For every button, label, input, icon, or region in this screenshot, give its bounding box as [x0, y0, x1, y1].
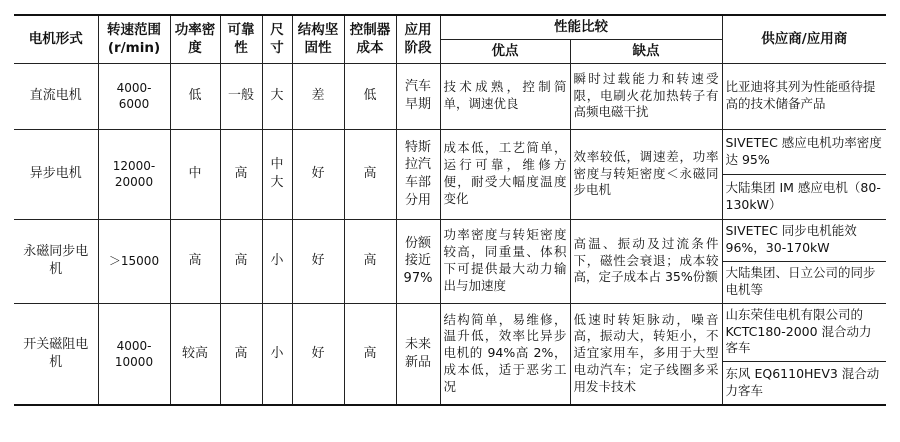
power-density: 较高 — [170, 303, 220, 405]
size: 小 — [262, 219, 292, 303]
supplier: SIVETEC 感应电机功率密度达 95% — [722, 129, 886, 174]
table-row — [14, 219, 886, 261]
header-reliability: 可靠性 — [220, 15, 262, 63]
reliability: 高 — [220, 303, 262, 405]
header-performance: 性能比较 — [440, 15, 722, 39]
speed-range: 4000-6000 — [98, 63, 170, 129]
supplier: 比亚迪将其列为性能亟待提高的技术储备产品 — [722, 63, 886, 129]
motor-type: 开关磁阻电机 — [14, 303, 98, 405]
power-density: 中 — [170, 129, 220, 219]
motor-type: 直流电机 — [14, 63, 98, 129]
header-stage: 应用阶段 — [396, 15, 440, 63]
controller-cost: 高 — [344, 219, 396, 303]
header-size: 尺寸 — [262, 15, 292, 63]
pros: 结构简单，易维修，温升低，效率比异步电机的 94%高 2%，成本低，适于恶劣工况 — [440, 303, 570, 405]
header-pros: 优点 — [440, 39, 570, 63]
application-stage: 未来新品 — [396, 303, 440, 405]
application-stage: 特斯拉汽车部分用 — [396, 129, 440, 219]
header-controller-cost: 控制器成本 — [344, 15, 396, 63]
header-speed: 转速范围 (r/min) — [98, 15, 170, 63]
controller-cost: 低 — [344, 63, 396, 129]
supplier: SIVETEC 同步电机能效 96%，30-170kW — [722, 219, 886, 261]
header-robustness: 结构坚固性 — [292, 15, 344, 63]
application-stage: 份额接近 97% — [396, 219, 440, 303]
header-suppliers: 供应商/应用商 — [722, 15, 886, 63]
motor-type: 永磁同步电机 — [14, 219, 98, 303]
speed-range: 12000-20000 — [98, 129, 170, 219]
power-density: 低 — [170, 63, 220, 129]
supplier: 大陆集团 IM 感应电机（80-130kW） — [722, 174, 886, 219]
application-stage: 汽车早期 — [396, 63, 440, 129]
cons: 效率较低，调速差，功率密度与转矩密度＜永磁同步电机 — [570, 129, 722, 219]
header-power-density: 功率密度 — [170, 15, 220, 63]
power-density: 高 — [170, 219, 220, 303]
reliability: 高 — [220, 219, 262, 303]
supplier: 东风 EQ6110HEV3 混合动力客车 — [722, 361, 886, 405]
header-cons: 缺点 — [570, 39, 722, 63]
robustness: 好 — [292, 303, 344, 405]
size: 小 — [262, 303, 292, 405]
pros: 功率密度与转矩密度较高，同重量、体积下可提供最大动力输出与加速度 — [440, 219, 570, 303]
motor-type: 异步电机 — [14, 129, 98, 219]
pros: 成本低，工艺简单，运行可靠，维修方便，耐受大幅度温度变化 — [440, 129, 570, 219]
speed-range: 4000-10000 — [98, 303, 170, 405]
robustness: 好 — [292, 129, 344, 219]
size: 中大 — [262, 129, 292, 219]
motor-comparison-table — [14, 14, 886, 406]
speed-range: ＞15000 — [98, 219, 170, 303]
cons: 高温、振动及过流条件下，磁性会衰退；成本较高，定子成本占 35%份额 — [570, 219, 722, 303]
reliability: 高 — [220, 129, 262, 219]
size: 大 — [262, 63, 292, 129]
robustness: 好 — [292, 219, 344, 303]
robustness: 差 — [292, 63, 344, 129]
supplier: 山东荣佳电机有限公司的 KCTC180-2000 混合动力客车 — [722, 303, 886, 361]
controller-cost: 高 — [344, 129, 396, 219]
pros: 技术成熟，控制简单，调速优良 — [440, 63, 570, 129]
cons: 低速时转矩脉动，噪音高，振动大，转矩小，不适宜家用车，多用于大型电动汽车；定子线圈多采用发卡技术 — [570, 303, 722, 405]
reliability: 一般 — [220, 63, 262, 129]
supplier: 大陆集团、日立公司的同步电机等 — [722, 261, 886, 303]
controller-cost: 高 — [344, 303, 396, 405]
table-row — [14, 129, 886, 174]
table-row — [14, 63, 886, 129]
table-row — [14, 303, 886, 361]
header-type: 电机形式 — [14, 15, 98, 63]
cons: 瞬时过载能力和转速受限，电刷火花加热转子有高频电磁干扰 — [570, 63, 722, 129]
